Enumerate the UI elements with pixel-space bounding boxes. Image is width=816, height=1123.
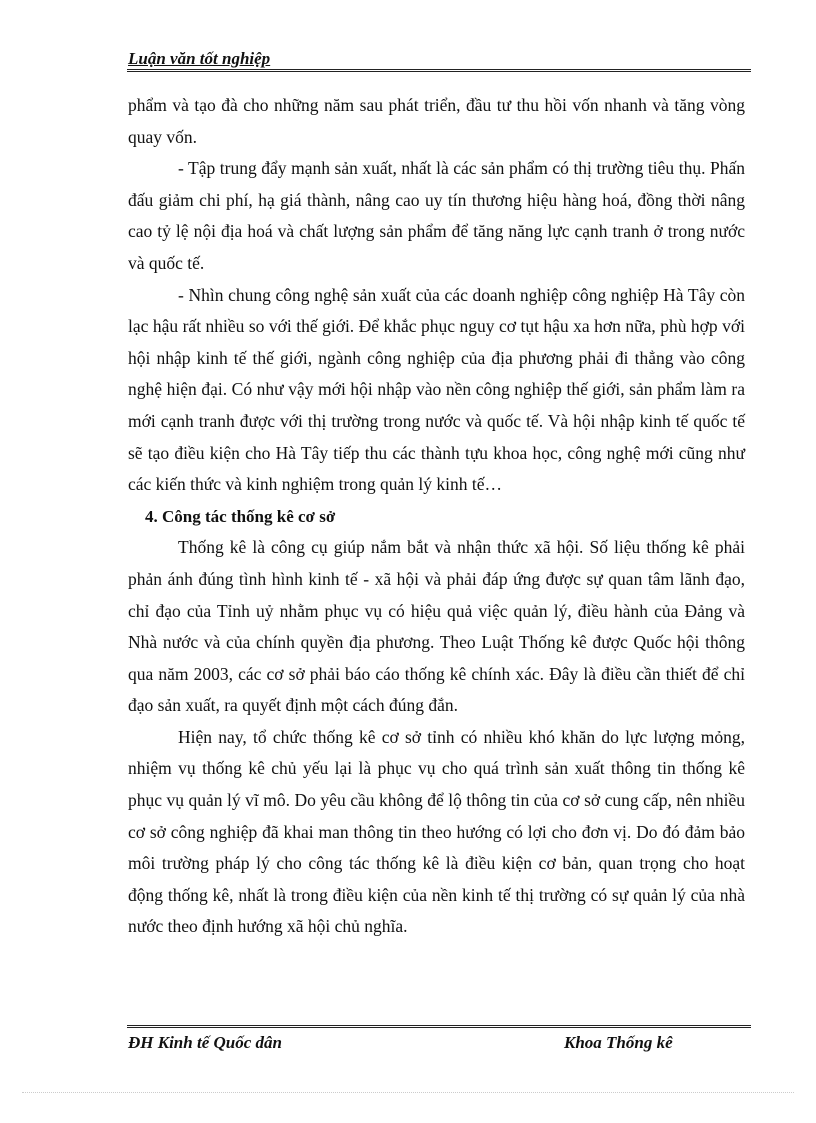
section-heading: 4. Công tác thống kê cơ sở (145, 506, 336, 526)
paragraph-statistics: Thống kê là công cụ giúp nắm bắt và nhận thức xã hội. Số liệu thống kê phải phản ánh đúng tình hình kinh tế - xã hội và phải đáp ứng được sự quan tâm lãnh đạo, chỉ đạo của Tỉnh uỷ nhằm phục vụ có hiệu quả việc quản lý, điều hành của Đảng và Nhà nước và của chính quyền địa phương. Theo Luật Thống kê được Quốc hội thông qua năm 2003, các cơ sở phải báo cáo thống kê chính xác. Đây là điều cần thiết để chỉ đạo sản xuất, ra quyết định một cách đúng đắn. (128, 537, 745, 716)
footer-university: ĐH Kinh tế Quốc dân (128, 1033, 282, 1052)
paragraph-continuation: phẩm và tạo đà cho những năm sau phát triển, đầu tư thu hồi vốn nhanh và tăng vòng quay vốn. (128, 95, 745, 147)
paragraph-production: - Tập trung đẩy mạnh sản xuất, nhất là các sản phẩm có thị trường tiêu thụ. Phấn đấu giảm chi phí, hạ giá thành, nâng cao uy tín thương hiệu hàng hoá, đồng thời nâng cao tỷ lệ nội địa hoá và chất lượng sản phẩm để tăng năng lực cạnh tranh ở trong nước và quốc tế. (128, 158, 745, 273)
header-rule (127, 69, 751, 72)
body-text (128, 90, 745, 943)
footer-rule (127, 1025, 751, 1028)
header-title: Luận văn tốt nghiệp (128, 49, 271, 68)
paragraph-organization: Hiện nay, tổ chức thống kê cơ sở tỉnh có nhiều khó khăn do lực lượng mỏng, nhiệm vụ thống kê chủ yếu lại là phục vụ cho quá trình sản xuất thông tin thống kê phục vụ quản lý vĩ mô. Do yêu cầu không để lộ thông tin của cơ sở cung cấp, nên nhiều cơ sở công nghiệp đã khai man thông tin theo hướng có lợi cho đơn vị. Do đó đảm bảo môi trường pháp lý cho công tác thống kê là điều kiện cơ bản, quan trọng cho hoạt động thống kê, nhất là trong điều kiện của nền kinh tế thị trường có sự quản lý của nhà nước theo định hướng xã hội chủ nghĩa. (128, 726, 745, 937)
paragraph-technology: - Nhìn chung công nghệ sản xuất của các doanh nghiệp công nghiệp Hà Tây còn lạc hậu rất nhiều so với thế giới. Để khắc phục nguy cơ tụt hậu xa hơn nữa, phù hợp với hội nhập kinh tế thế giới, ngành công nghiệp của địa phương phải đi thẳng vào công nghệ hiện đại. Có như vậy mới hội nhập vào nền công nghiệp thế giới, sản phẩm làm ra mới cạnh tranh được với thị trường trong nước và quốc tế. Và hội nhập kinh tế quốc tế sẽ tạo điều kiện cho Hà Tây tiếp thu các thành tựu khoa học, công nghệ mới cũng như các kiến thức và kinh nghiệm trong quản lý kinh tế… (128, 284, 745, 495)
page-edge-divider (22, 1092, 794, 1093)
footer-faculty: Khoa Thống kê (564, 1033, 673, 1052)
